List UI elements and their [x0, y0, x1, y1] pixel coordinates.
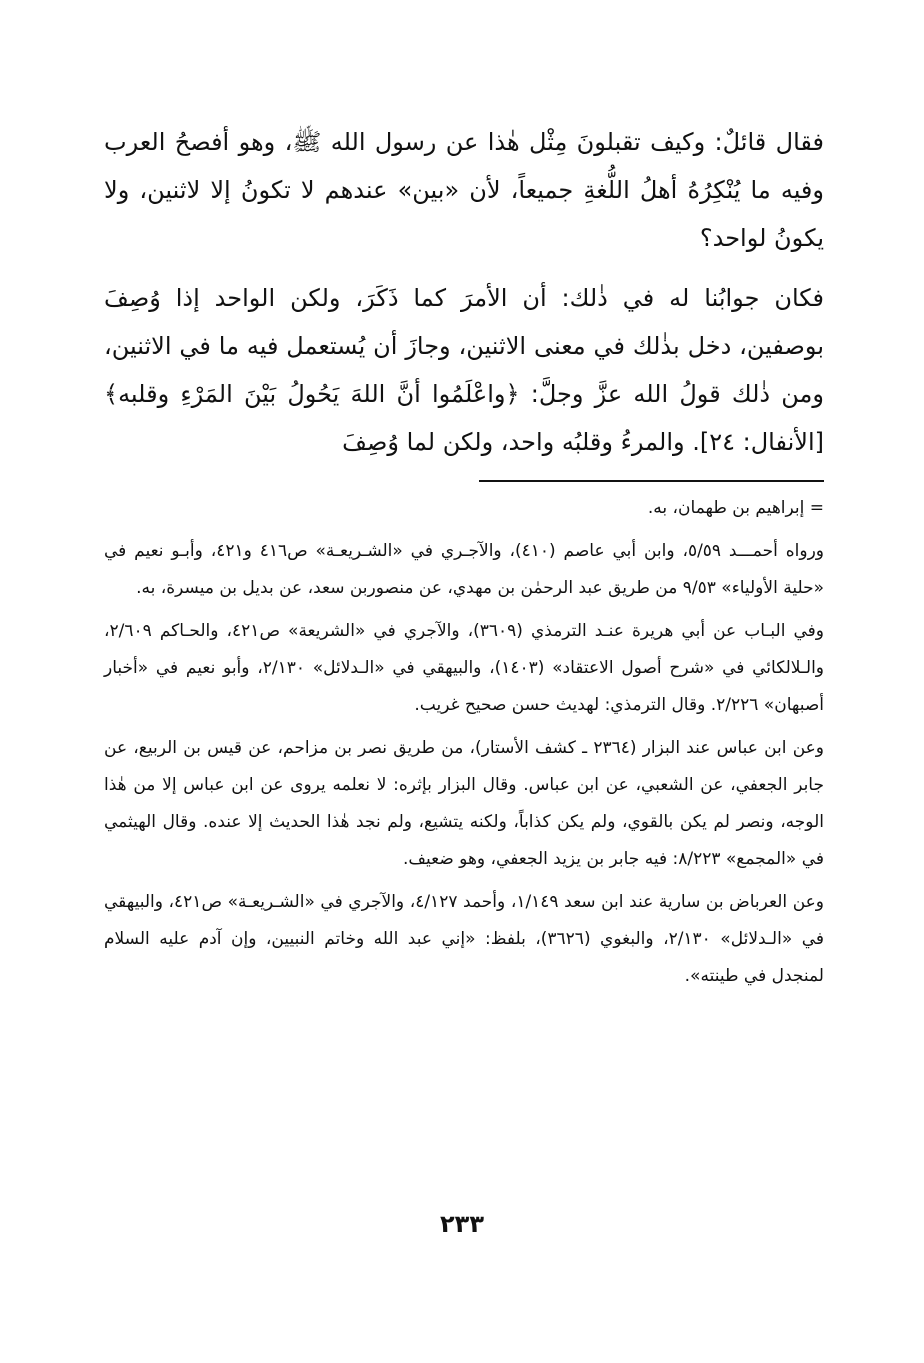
book-page [104, 118, 824, 995]
footnote-paragraph: وعن ابن عباس عند البزار (٢٣٦٤ ـ كشف الأستار)، من طريق نصر بن مزاحم، عن قيس بن الربيع، عن جابر الجعفي، عن الشعبي، عن ابن عباس. وقال البزار بإثره: لا نعلمه يروى عن ابن عباس إلا من هٰذا الوجه، ونصر لم يكن بالقوي، ولم يكن كذاباً، ولكنه يتشيع، ولم نجد هٰذا الحديث إلا عنده. وقال الهيثمي في «المجمع» ٨/٢٢٣: فيه جابر بن يزيد الجعفي، وهو ضعيف. [104, 738, 824, 869]
footnote-continuation: = إبراهيم بن طهمان، به. [647, 498, 824, 518]
footnotes [104, 490, 824, 995]
main-paragraph-1: فقال قائلٌ: وكيف تقبلونَ مِثْل هٰذا عن رسول الله ﷺ، وهو أفصحُ العرب وفيه ما يُنْكِرُهُ أهلُ اللُّغةِ جميعاً، لأن «بين» عندهم لا تكونُ إلا لاثنين، ولا يكونُ لواحد؟ [104, 128, 824, 252]
main-text [104, 118, 824, 466]
footnote-paragraph: وفي البـاب عن أبي هريرة عنـد الترمذي (٣٦٠٩)، والآجري في «الشريعة» ص٤٢١، والحـاكم ٢/٦٠٩، والـلالكائي في «شرح أصول الاعتقاد» (١٤٠٣)، والبيهقي في «الـدلائل» ٢/١٣٠، وأبو نعيم في «أخبار أصبهان» ٢/٢٢٦. وقال الترمذي: لهديث حسن صحيح غريب. [104, 621, 824, 715]
footnote-paragraph: وعن العرباض بن سارية عند ابن سعد ١/١٤٩، وأحمد ٤/١٢٧، والآجري في «الشـريعـة» ص٤٢١، والبيهقي في «الـدلائل» ٢/١٣٠، والبغوي (٣٦٢٦)، بلفظ: «إني عبد الله وخاتم النبيين، وإن آدم عليه السلام لمنجدل في طينته». [104, 892, 824, 986]
page-number: ٢٣٣ [440, 1210, 484, 1238]
footnote-separator [479, 480, 824, 482]
main-paragraph-2: فكان جوابُنا له في ذٰلك: أن الأمرَ كما ذَكَرَ، ولكن الواحد إذا وُصِفَ بوصفين، دخل بذٰلك في معنى الاثنين، وجازَ أن يُستعمل فيه ما في الاثنين، ومن ذٰلك قولُ الله عزَّ وجلَّ: ﴿واعْلَمُوا أنَّ اللهَ يَحُولُ بَيْنَ المَرْءِ وقلبه﴾ [الأنفال: ٢٤]. والمرءُ وقلبُه واحد، ولكن لما وُصِفَ [104, 284, 824, 456]
footnote-paragraph: ورواه أحمـــد ٥/٥٩، وابن أبي عاصم (٤١٠)، والآجـري في «الشـريعـة» ص٤١٦ و٤٢١، وأبـو نعيم في «حلية الأولياء» ٩/٥٣ من طريق عبد الرحمٰن بن مهدي، عن منصوربن سعد، عن بديل بن ميسرة، به. [104, 541, 824, 598]
